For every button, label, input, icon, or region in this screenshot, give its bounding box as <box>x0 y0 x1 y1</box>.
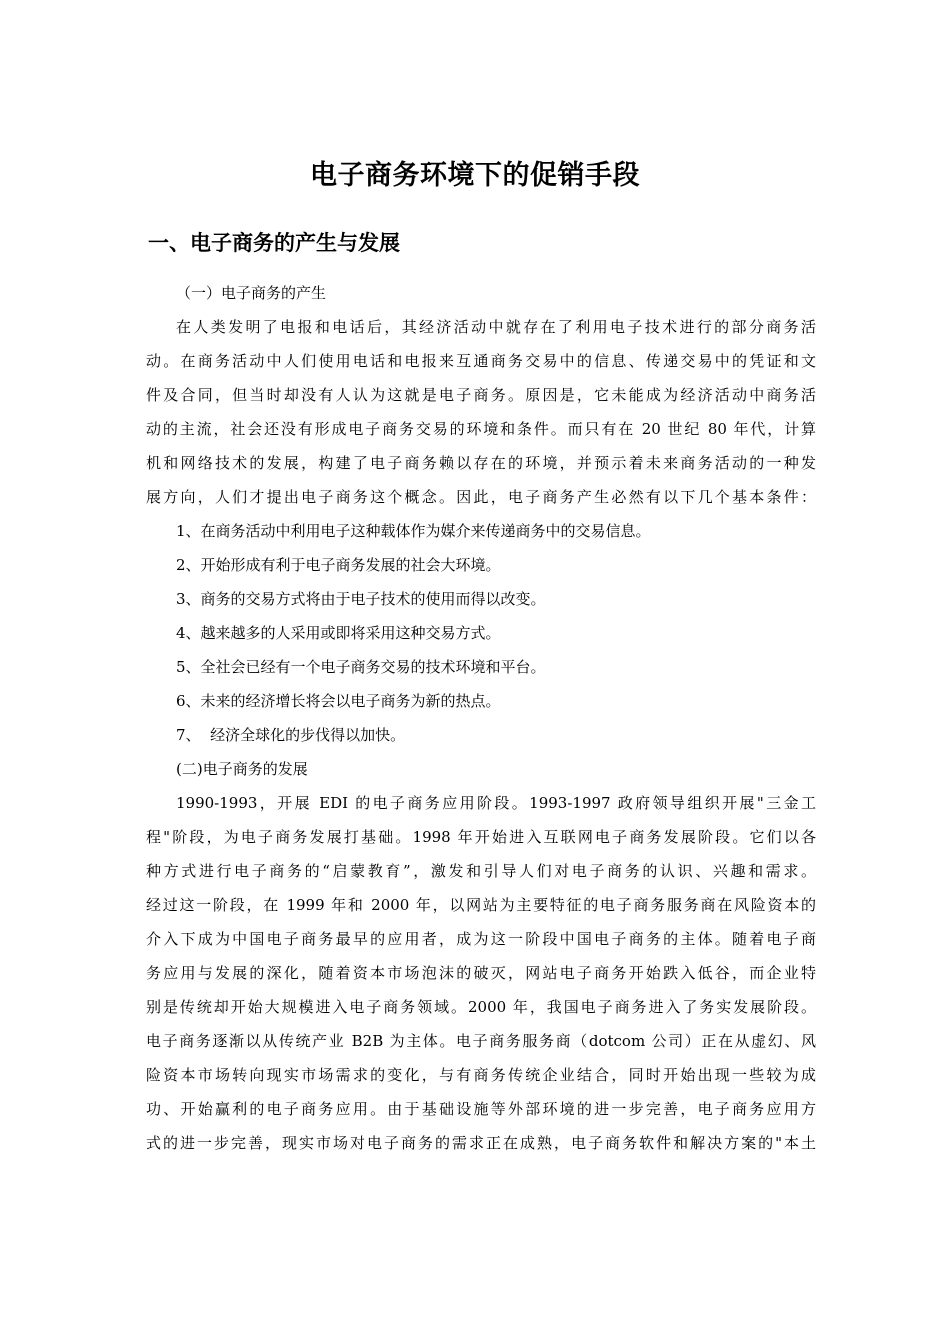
paragraph-line: 展方向，人们才提出电子商务这个概念。因此，电子商务产生必然有以下几个基本条件： <box>146 488 816 506</box>
paragraph-line: 1990-1993，开展 EDI 的电子商务应用阶段。1993-1997 政府领导组织开展"三金工 <box>176 794 816 812</box>
subsection-heading-2: (二)电子商务的发展 <box>176 760 308 778</box>
paragraph-line: 程"阶段，为电子商务发展打基础。1998 年开始进入互联网电子商务发展阶段。它们以各 <box>146 828 816 846</box>
list-item: 2、开始形成有利于电子商务发展的社会大环境。 <box>176 556 501 574</box>
paragraph-line: 动。在商务活动中人们使用电话和电报来互通商务交易中的信息、传递交易中的凭证和文 <box>146 352 816 370</box>
list-item: 3、商务的交易方式将由于电子技术的使用而得以改变。 <box>176 590 546 608</box>
subsection-heading-1: （一）电子商务的产生 <box>176 284 327 302</box>
paragraph-line: 电子商务逐渐以从传统产业 B2B 为主体。电子商务服务商（dotcom 公司）正在从虚幻、风 <box>146 1032 816 1050</box>
section-heading-1: 一、电子商务的产生与发展 <box>148 231 400 255</box>
paragraph-line: 式的进一步完善，现实市场对电子商务的需求正在成熟，电子商务软件和解决方案的"本土 <box>146 1134 816 1152</box>
paragraph-line: 机和网络技术的发展，构建了电子商务赖以存在的环境，并预示着未来商务活动的一种发 <box>146 454 816 472</box>
paragraph-line: 件及合同，但当时却没有人认为这就是电子商务。原因是，它未能成为经济活动中商务活 <box>146 386 816 404</box>
list-item: 5、全社会已经有一个电子商务交易的技术环境和平台。 <box>176 658 546 676</box>
document-title: 电子商务环境下的促销手段 <box>310 160 640 191</box>
list-item: 4、越来越多的人采用或即将采用这种交易方式。 <box>176 624 501 642</box>
paragraph-line: 功、开始赢利的电子商务应用。由于基础设施等外部环境的进一步完善，电子商务应用方 <box>146 1100 816 1118</box>
paragraph-line: 别是传统却开始大规模进入电子商务领域。2000 年，我国电子商务进入了务实发展阶段。 <box>146 998 816 1016</box>
paragraph-line: 务应用与发展的深化，随着资本市场泡沫的破灭，网站电子商务开始跌入低谷，而企业特 <box>146 964 816 982</box>
paragraph-line: 险资本市场转向现实市场需求的变化，与有商务传统企业结合，同时开始出现一些较为成 <box>146 1066 816 1084</box>
paragraph-line: 动的主流，社会还没有形成电子商务交易的环境和条件。而只有在 20 世纪 80 年代，计算 <box>146 420 816 438</box>
list-item: 1、在商务活动中利用电子这种载体作为媒介来传递商务中的交易信息。 <box>176 522 651 540</box>
paragraph-line: 经过这一阶段，在 1999 年和 2000 年，以网站为主要特征的电子商务服务商在风险资本的 <box>146 896 816 914</box>
paragraph-line: 介入下成为中国电子商务最早的应用者，成为这一阶段中国电子商务的主体。随着电子商 <box>146 930 816 948</box>
list-item: 7、 经济全球化的步伐得以加快。 <box>176 726 406 744</box>
paragraph-line: 种方式进行电子商务的“启蒙教育”，激发和引导人们对电子商务的认识、兴趣和需求。 <box>146 862 816 880</box>
list-item: 6、未来的经济增长将会以电子商务为新的热点。 <box>176 692 501 710</box>
paragraph-line: 在人类发明了电报和电话后，其经济活动中就存在了利用电子技术进行的部分商务活 <box>176 318 816 336</box>
